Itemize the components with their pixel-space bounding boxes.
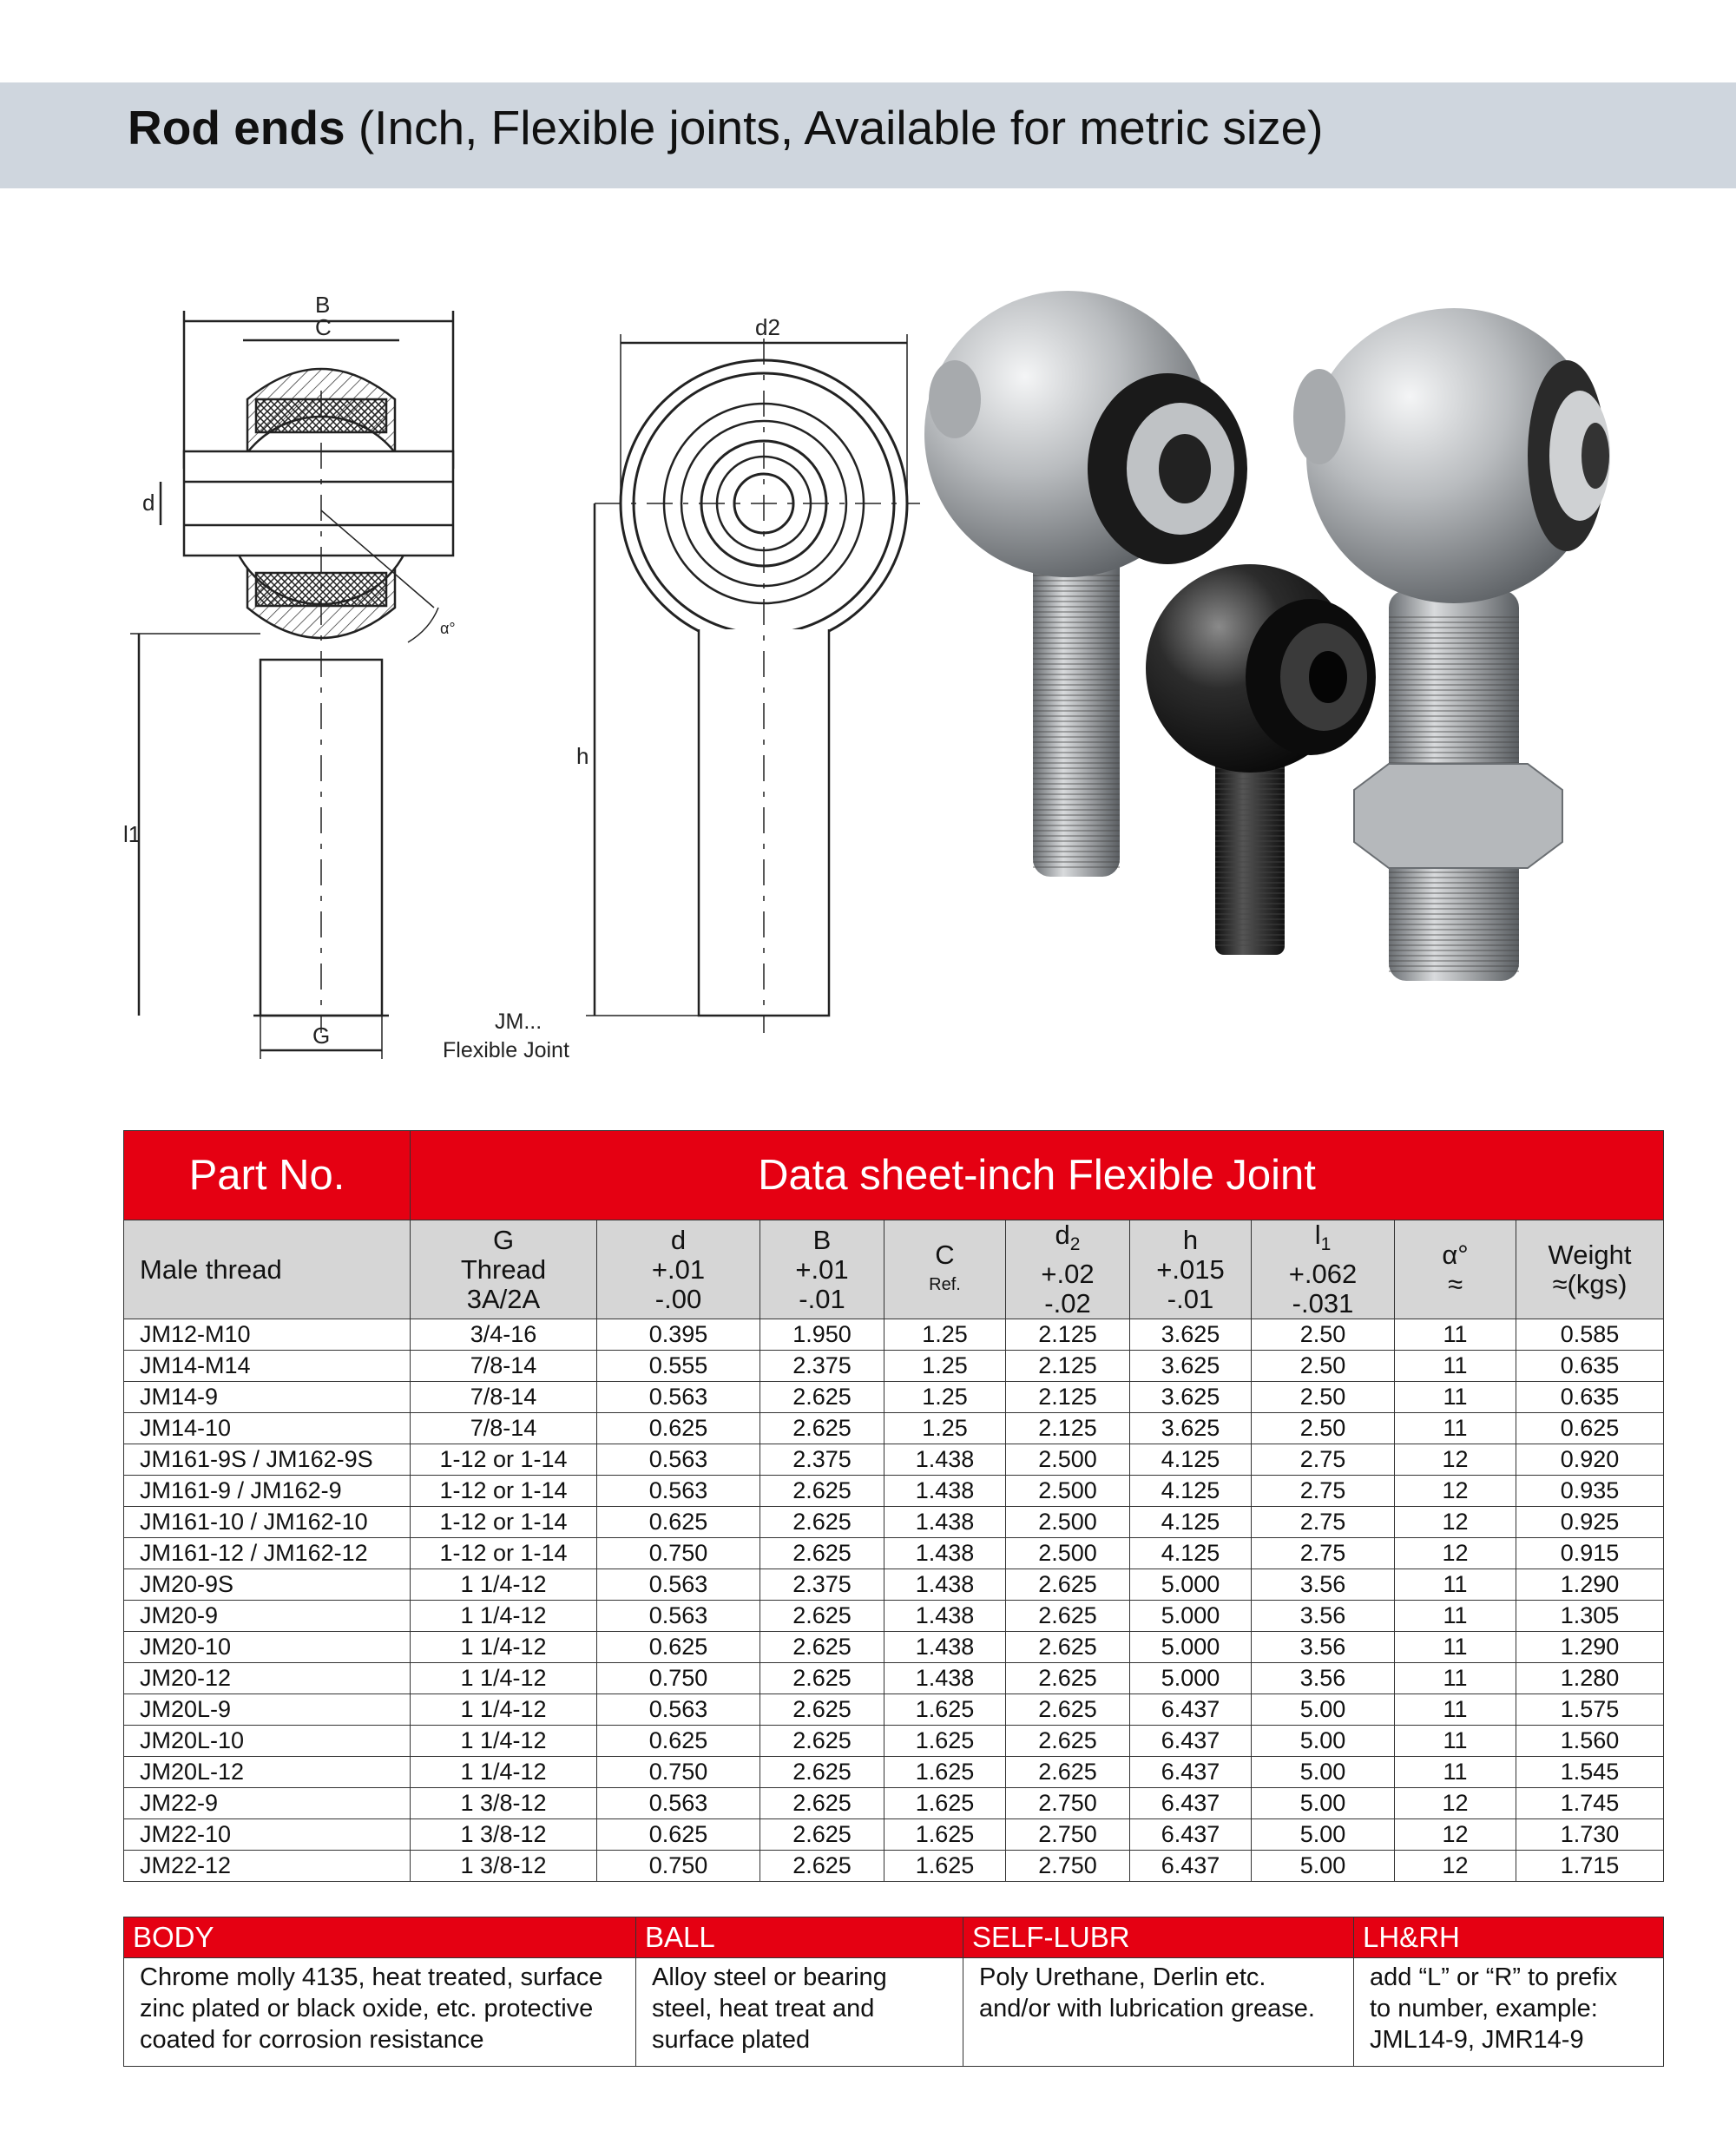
dim-d-cell: 0.625 <box>597 1726 760 1757</box>
dim-h-cell: 6.437 <box>1130 1757 1252 1788</box>
dim-l1-cell: 2.75 <box>1252 1476 1395 1507</box>
alpha-cell: 11 <box>1395 1663 1516 1694</box>
dim-c-cell: 1.625 <box>884 1694 1006 1726</box>
dim-l1-cell: 2.75 <box>1252 1444 1395 1476</box>
col-h: h +.015 -.01 <box>1130 1220 1252 1319</box>
part-number-cell: JM20-12 <box>124 1663 411 1694</box>
data-sheet-table <box>123 1130 1664 1882</box>
dim-l1-cell: 3.56 <box>1252 1663 1395 1694</box>
table-row <box>124 1476 1664 1507</box>
alpha-cell: 11 <box>1395 1726 1516 1757</box>
dim-h-cell: 3.625 <box>1130 1413 1252 1444</box>
dim-c-cell: 1.438 <box>884 1444 1006 1476</box>
dim-h-cell: 6.437 <box>1130 1819 1252 1851</box>
table-row <box>124 1351 1664 1382</box>
dim-d-cell: 0.625 <box>597 1413 760 1444</box>
table-row <box>124 1726 1664 1757</box>
dim-d-cell: 0.563 <box>597 1444 760 1476</box>
dim-d2-cell: 2.750 <box>1006 1788 1130 1819</box>
ball-description: Alloy steel or bearing steel, heat treat and surface plated <box>636 1958 963 2067</box>
dim-c-cell: 1.438 <box>884 1569 1006 1601</box>
alpha-cell: 11 <box>1395 1319 1516 1351</box>
dim-h-cell: 6.437 <box>1130 1851 1252 1882</box>
table-row <box>124 1507 1664 1538</box>
dim-l1-cell: 3.56 <box>1252 1569 1395 1601</box>
dim-b-cell: 2.625 <box>760 1851 884 1882</box>
table-row <box>124 1319 1664 1351</box>
thread-g-cell: 7/8-14 <box>411 1382 597 1413</box>
dim-c-cell: 1.625 <box>884 1851 1006 1882</box>
dim-c-cell: 1.438 <box>884 1632 1006 1663</box>
dim-label-l1: l1 <box>123 821 141 847</box>
dim-d2-cell: 2.625 <box>1006 1726 1130 1757</box>
part-number-cell: JM20-9 <box>124 1601 411 1632</box>
dim-h-cell: 6.437 <box>1130 1726 1252 1757</box>
alpha-cell: 12 <box>1395 1819 1516 1851</box>
dim-l1-cell: 2.50 <box>1252 1319 1395 1351</box>
alpha-cell: 12 <box>1395 1507 1516 1538</box>
thread-g-cell: 1 1/4-12 <box>411 1694 597 1726</box>
thread-g-cell: 1-12 or 1-14 <box>411 1444 597 1476</box>
dim-d-cell: 0.555 <box>597 1351 760 1382</box>
dim-b-cell: 2.625 <box>760 1632 884 1663</box>
alpha-cell: 11 <box>1395 1413 1516 1444</box>
thread-g-cell: 7/8-14 <box>411 1413 597 1444</box>
thread-g-cell: 1 1/4-12 <box>411 1569 597 1601</box>
self-lubr-header: SELF-LUBR <box>963 1917 1354 1958</box>
dim-d-cell: 0.625 <box>597 1632 760 1663</box>
dim-h-cell: 3.625 <box>1130 1351 1252 1382</box>
dim-c-cell: 1.625 <box>884 1726 1006 1757</box>
dim-l1-cell: 2.50 <box>1252 1413 1395 1444</box>
body-header: BODY <box>124 1917 636 1958</box>
self-lubr-description: Poly Urethane, Derlin etc. and/or with lubrication grease. <box>963 1958 1354 2067</box>
alpha-cell: 11 <box>1395 1351 1516 1382</box>
dim-b-cell: 2.625 <box>760 1726 884 1757</box>
dim-label-d2: d2 <box>755 314 780 340</box>
dim-c-cell: 1.25 <box>884 1319 1006 1351</box>
dim-d-cell: 0.750 <box>597 1663 760 1694</box>
table-row <box>124 1757 1664 1788</box>
dim-b-cell: 2.625 <box>760 1788 884 1819</box>
weight-cell: 0.625 <box>1516 1413 1664 1444</box>
thread-g-cell: 7/8-14 <box>411 1351 597 1382</box>
thread-g-cell: 1-12 or 1-14 <box>411 1476 597 1507</box>
col-d2: $d_2$ +.02 -.02 <box>1006 1220 1130 1319</box>
dim-h-cell: 4.125 <box>1130 1507 1252 1538</box>
col-c: C Ref. <box>884 1220 1006 1319</box>
weight-cell: 1.715 <box>1516 1851 1664 1882</box>
alpha-cell: 11 <box>1395 1601 1516 1632</box>
dim-h-cell: 3.625 <box>1130 1319 1252 1351</box>
col-weight: Weight ≈(kgs) <box>1516 1220 1664 1319</box>
dim-label-g: G <box>312 1023 331 1049</box>
dim-d-cell: 0.563 <box>597 1788 760 1819</box>
dim-d-cell: 0.750 <box>597 1851 760 1882</box>
table-row <box>124 1538 1664 1569</box>
alpha-cell: 12 <box>1395 1444 1516 1476</box>
dim-l1-cell: 2.75 <box>1252 1507 1395 1538</box>
thread-g-cell: 1 1/4-12 <box>411 1726 597 1757</box>
dim-h-cell: 6.437 <box>1130 1694 1252 1726</box>
dim-d-cell: 0.625 <box>597 1507 760 1538</box>
dim-l1-cell: 2.75 <box>1252 1538 1395 1569</box>
dim-b-cell: 2.375 <box>760 1351 884 1382</box>
col-male-thread: Male thread <box>124 1220 411 1319</box>
alpha-cell: 12 <box>1395 1788 1516 1819</box>
table-row <box>124 1382 1664 1413</box>
alpha-cell: 12 <box>1395 1538 1516 1569</box>
table-row <box>124 1851 1664 1882</box>
weight-cell: 1.290 <box>1516 1569 1664 1601</box>
part-number-cell: JM22-9 <box>124 1788 411 1819</box>
dim-d2-cell: 2.500 <box>1006 1444 1130 1476</box>
dim-label-d: d <box>142 490 155 516</box>
table-row <box>124 1444 1664 1476</box>
dim-b-cell: 2.625 <box>760 1538 884 1569</box>
dim-label-b: B <box>315 292 331 318</box>
dim-h-cell: 5.000 <box>1130 1569 1252 1601</box>
part-number-cell: JM161-9 / JM162-9 <box>124 1476 411 1507</box>
dim-b-cell: 2.625 <box>760 1819 884 1851</box>
page-title: Rod ends (Inch, Flexible joints, Available for metric size) <box>128 101 1324 155</box>
dim-d2-cell: 2.500 <box>1006 1507 1130 1538</box>
dim-d2-cell: 2.625 <box>1006 1694 1130 1726</box>
dim-d-cell: 0.563 <box>597 1569 760 1601</box>
dim-d2-cell: 2.625 <box>1006 1632 1130 1663</box>
alpha-cell: 11 <box>1395 1757 1516 1788</box>
dim-b-cell: 2.625 <box>760 1757 884 1788</box>
dim-l1-cell: 5.00 <box>1252 1788 1395 1819</box>
thread-g-cell: 1 1/4-12 <box>411 1601 597 1632</box>
weight-cell: 1.290 <box>1516 1632 1664 1663</box>
dim-h-cell: 4.125 <box>1130 1538 1252 1569</box>
part-number-cell: JM22-10 <box>124 1819 411 1851</box>
dim-l1-cell: 2.50 <box>1252 1382 1395 1413</box>
dim-b-cell: 2.625 <box>760 1601 884 1632</box>
drawing-caption-type: Flexible Joint <box>443 1038 569 1062</box>
dim-d-cell: 0.625 <box>597 1819 760 1851</box>
dim-h-cell: 5.000 <box>1130 1632 1252 1663</box>
dim-b-cell: 2.625 <box>760 1476 884 1507</box>
dim-d-cell: 0.750 <box>597 1757 760 1788</box>
thread-g-cell: 1-12 or 1-14 <box>411 1507 597 1538</box>
dim-l1-cell: 5.00 <box>1252 1819 1395 1851</box>
dim-h-cell: 6.437 <box>1130 1788 1252 1819</box>
table-row <box>124 1788 1664 1819</box>
dim-d-cell: 0.395 <box>597 1319 760 1351</box>
weight-cell: 1.560 <box>1516 1726 1664 1757</box>
alpha-cell: 12 <box>1395 1476 1516 1507</box>
table-row <box>124 1601 1664 1632</box>
dim-label-h: h <box>576 743 589 769</box>
dim-d2-cell: 2.500 <box>1006 1476 1130 1507</box>
part-number-cell: JM20L-12 <box>124 1757 411 1788</box>
thread-g-cell: 1 1/4-12 <box>411 1632 597 1663</box>
dim-l1-cell: 5.00 <box>1252 1851 1395 1882</box>
col-alpha: α° ≈ <box>1395 1220 1516 1319</box>
alpha-cell: 11 <box>1395 1632 1516 1663</box>
dim-c-cell: 1.25 <box>884 1413 1006 1444</box>
table-row <box>124 1569 1664 1601</box>
weight-cell: 1.545 <box>1516 1757 1664 1788</box>
part-number-cell: JM14-10 <box>124 1413 411 1444</box>
dim-d2-cell: 2.625 <box>1006 1757 1130 1788</box>
dim-c-cell: 1.438 <box>884 1601 1006 1632</box>
dim-h-cell: 5.000 <box>1130 1663 1252 1694</box>
dim-d2-cell: 2.625 <box>1006 1601 1130 1632</box>
dim-c-cell: 1.25 <box>884 1382 1006 1413</box>
thread-g-cell: 1 3/8-12 <box>411 1851 597 1882</box>
dim-d2-cell: 2.125 <box>1006 1319 1130 1351</box>
dim-label-c: C <box>315 314 332 340</box>
body-description: Chrome molly 4135, heat treated, surface zinc plated or black oxide, etc. protective coated for corrosion resistance <box>124 1958 636 2067</box>
dim-c-cell: 1.625 <box>884 1757 1006 1788</box>
dim-b-cell: 1.950 <box>760 1319 884 1351</box>
dim-d-cell: 0.563 <box>597 1601 760 1632</box>
thread-g-cell: 1-12 or 1-14 <box>411 1538 597 1569</box>
thread-g-cell: 1 3/8-12 <box>411 1819 597 1851</box>
dim-b-cell: 2.625 <box>760 1382 884 1413</box>
part-number-cell: JM161-10 / JM162-10 <box>124 1507 411 1538</box>
dim-b-cell: 2.625 <box>760 1413 884 1444</box>
table-row <box>124 1694 1664 1726</box>
alpha-cell: 11 <box>1395 1382 1516 1413</box>
part-number-cell: JM14-9 <box>124 1382 411 1413</box>
dim-l1-cell: 3.56 <box>1252 1632 1395 1663</box>
dim-b-cell: 2.375 <box>760 1569 884 1601</box>
dim-d-cell: 0.563 <box>597 1476 760 1507</box>
dim-l1-cell: 3.56 <box>1252 1601 1395 1632</box>
dim-c-cell: 1.625 <box>884 1819 1006 1851</box>
part-number-cell: JM22-12 <box>124 1851 411 1882</box>
alpha-cell: 11 <box>1395 1694 1516 1726</box>
table-row <box>124 1632 1664 1663</box>
dim-b-cell: 2.375 <box>760 1444 884 1476</box>
dim-c-cell: 1.625 <box>884 1788 1006 1819</box>
dim-d2-cell: 2.125 <box>1006 1382 1130 1413</box>
weight-cell: 0.635 <box>1516 1351 1664 1382</box>
table-row <box>124 1663 1664 1694</box>
dim-h-cell: 5.000 <box>1130 1601 1252 1632</box>
part-number-cell: JM20-10 <box>124 1632 411 1663</box>
dim-l1-cell: 5.00 <box>1252 1726 1395 1757</box>
dim-b-cell: 2.625 <box>760 1694 884 1726</box>
dim-h-cell: 4.125 <box>1130 1476 1252 1507</box>
rod-end-black-photo <box>1146 564 1376 955</box>
part-number-cell: JM20L-10 <box>124 1726 411 1757</box>
part-number-cell: JM20L-9 <box>124 1694 411 1726</box>
thread-g-cell: 1 1/4-12 <box>411 1757 597 1788</box>
part-number-cell: JM161-12 / JM162-12 <box>124 1538 411 1569</box>
dim-label-alpha: α° <box>440 620 456 637</box>
dim-d-cell: 0.563 <box>597 1694 760 1726</box>
weight-cell: 0.920 <box>1516 1444 1664 1476</box>
col-d: d +.01 -.00 <box>597 1220 760 1319</box>
weight-cell: 1.575 <box>1516 1694 1664 1726</box>
thread-g-cell: 1 3/8-12 <box>411 1788 597 1819</box>
col-g: G Thread 3A/2A <box>411 1220 597 1319</box>
dim-d2-cell: 2.125 <box>1006 1413 1130 1444</box>
dim-d-cell: 0.750 <box>597 1538 760 1569</box>
alpha-cell: 11 <box>1395 1569 1516 1601</box>
dim-b-cell: 2.625 <box>760 1663 884 1694</box>
lh-rh-description: add “L” or “R” to prefix to number, example: JML14-9, JMR14-9 <box>1354 1958 1664 2067</box>
thread-g-cell: 3/4-16 <box>411 1319 597 1351</box>
weight-cell: 1.730 <box>1516 1819 1664 1851</box>
drawing-caption-model: JM... <box>495 1010 542 1034</box>
dim-c-cell: 1.438 <box>884 1507 1006 1538</box>
table-row <box>124 1819 1664 1851</box>
dim-d2-cell: 2.500 <box>1006 1538 1130 1569</box>
col-l1: $l_1$ +.062 -.031 <box>1252 1220 1395 1319</box>
ball-header: BALL <box>636 1917 963 1958</box>
dim-d-cell: 0.563 <box>597 1382 760 1413</box>
part-number-cell: JM161-9S / JM162-9S <box>124 1444 411 1476</box>
part-no-header: Part No. <box>124 1131 411 1220</box>
part-number-cell: JM14-M14 <box>124 1351 411 1382</box>
table-row <box>124 1413 1664 1444</box>
dim-c-cell: 1.438 <box>884 1538 1006 1569</box>
dim-d2-cell: 2.750 <box>1006 1819 1130 1851</box>
product-photos <box>920 286 1701 1007</box>
dim-b-cell: 2.625 <box>760 1507 884 1538</box>
col-b: B +.01 -.01 <box>760 1220 884 1319</box>
thread-g-cell: 1 1/4-12 <box>411 1663 597 1694</box>
weight-cell: 0.935 <box>1516 1476 1664 1507</box>
dim-h-cell: 4.125 <box>1130 1444 1252 1476</box>
weight-cell: 0.585 <box>1516 1319 1664 1351</box>
part-number-cell: JM12-M10 <box>124 1319 411 1351</box>
dim-c-cell: 1.438 <box>884 1663 1006 1694</box>
dim-c-cell: 1.25 <box>884 1351 1006 1382</box>
weight-cell: 0.925 <box>1516 1507 1664 1538</box>
alpha-cell: 12 <box>1395 1851 1516 1882</box>
weight-cell: 1.745 <box>1516 1788 1664 1819</box>
lh-rh-header: LH&RH <box>1354 1917 1664 1958</box>
dim-l1-cell: 2.50 <box>1252 1351 1395 1382</box>
weight-cell: 1.280 <box>1516 1663 1664 1694</box>
datasheet-header: Data sheet-inch Flexible Joint <box>411 1131 1664 1220</box>
dim-h-cell: 3.625 <box>1130 1382 1252 1413</box>
dim-c-cell: 1.438 <box>884 1476 1006 1507</box>
weight-cell: 0.915 <box>1516 1538 1664 1569</box>
weight-cell: 1.305 <box>1516 1601 1664 1632</box>
materials-table <box>123 1917 1664 2067</box>
dim-l1-cell: 5.00 <box>1252 1757 1395 1788</box>
dim-d2-cell: 2.125 <box>1006 1351 1130 1382</box>
part-number-cell: JM20-9S <box>124 1569 411 1601</box>
dim-d2-cell: 2.625 <box>1006 1663 1130 1694</box>
dim-l1-cell: 5.00 <box>1252 1694 1395 1726</box>
dim-d2-cell: 2.750 <box>1006 1851 1130 1882</box>
dim-d2-cell: 2.625 <box>1006 1569 1130 1601</box>
technical-drawing <box>122 286 920 1068</box>
weight-cell: 0.635 <box>1516 1382 1664 1413</box>
